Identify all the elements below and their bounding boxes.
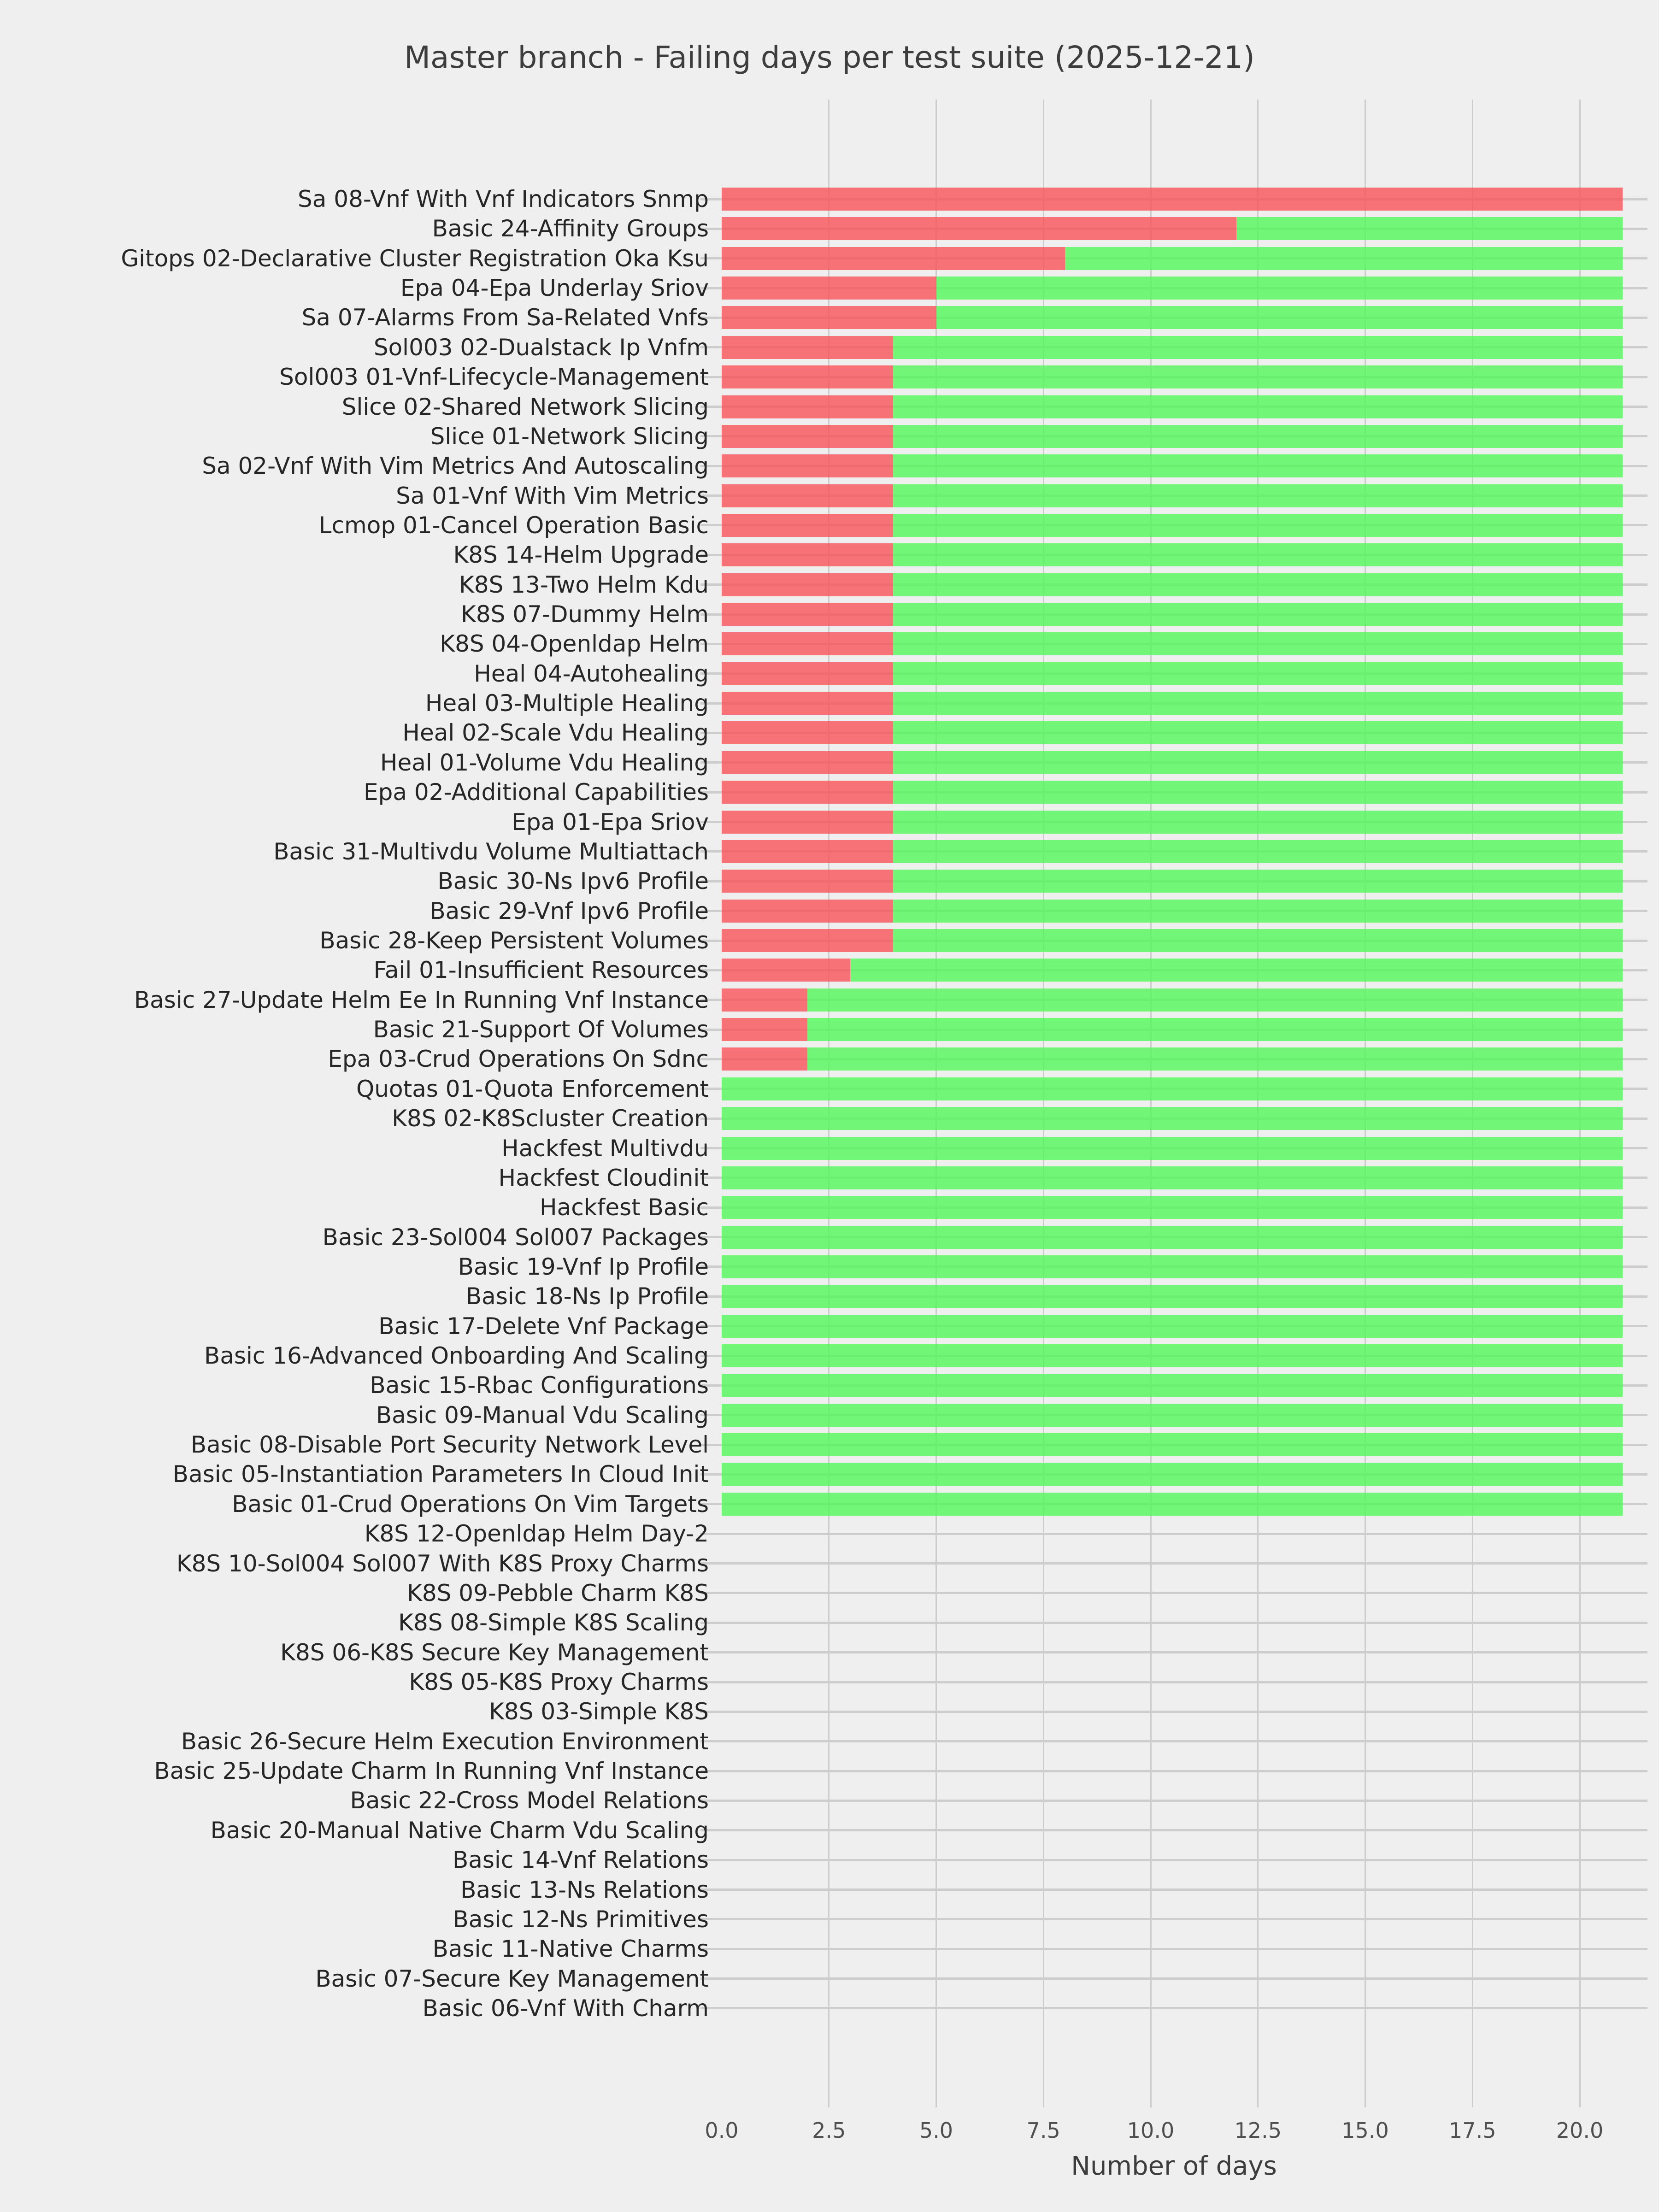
bar-passing-segment [850,959,1623,982]
bar-passing-segment [722,1166,1623,1189]
bar-failing-segment [722,811,893,834]
bar-passing-segment [936,306,1623,329]
category-label: Sa 02-Vnf With Vim Metrics And Autoscaling [202,453,709,480]
category-label: Fail 01-Insufficient Resources [373,957,709,984]
x-tick-label: 7.5 [1026,2118,1060,2143]
category-label: Basic 13-Ns Relations [460,1876,709,1903]
bar-failing-segment [722,247,1065,270]
bar-failing-segment [722,900,893,923]
bar-passing-segment [722,1226,1623,1249]
x-tick-label: 20.0 [1556,2118,1604,2143]
category-label: Basic 31-Multivdu Volume Multiattach [273,838,709,865]
x-tick-label: 5.0 [919,2118,953,2143]
bar-passing-segment [807,988,1623,1012]
category-label: Epa 04-Epa Underlay Sriov [400,275,709,302]
category-label: K8S 08-Simple K8S Scaling [398,1609,709,1636]
bar-failing-segment [722,276,936,300]
bar-passing-segment [722,1344,1623,1367]
bar-failing-segment [722,751,893,774]
category-label: Slice 02-Shared Network Slicing [341,393,709,420]
bar-failing-segment [722,306,936,329]
category-label: Heal 02-Scale Vdu Healing [402,719,709,747]
category-label: Basic 09-Manual Vdu Scaling [376,1401,709,1429]
category-label: Basic 20-Manual Native Charm Vdu Scaling [210,1817,709,1844]
bar-failing-segment [722,336,893,359]
bar-passing-segment [893,543,1623,566]
grid-hline [700,1888,1647,1891]
grid-hline [700,1740,1647,1742]
bar-failing-segment [722,365,893,388]
category-label: Sa 07-Alarms From Sa-Related Vnfs [301,304,709,331]
category-label: K8S 10-Sol004 Sol007 With K8S Proxy Charms [176,1550,709,1577]
grid-hline [700,1770,1647,1772]
bar-passing-segment [722,1285,1623,1308]
grid-hline [700,1651,1647,1653]
bar-passing-segment [722,1374,1623,1397]
category-label: Sol003 01-Vnf-Lifecycle-Management [279,364,709,391]
category-label: Heal 04-Autohealing [474,660,709,687]
category-label: Basic 22-Cross Model Relations [350,1787,709,1814]
category-label: Sol003 02-Dualstack Ip Vnfm [373,334,709,361]
bar-passing-segment [722,1107,1623,1130]
category-label: Basic 19-Vnf Ip Profile [458,1253,709,1280]
category-label: Basic 25-Update Charm In Running Vnf Instance [154,1758,709,1785]
bar-passing-segment [893,751,1623,774]
category-label: Quotas 01-Quota Enforcement [356,1075,709,1102]
bar-failing-segment [722,632,893,655]
grid-hline [700,1829,1647,1831]
category-label: Epa 02-Additional Capabilities [364,779,709,806]
grid-hline [700,1977,1647,1980]
bar-passing-segment [893,840,1623,863]
category-label: Hackfest Multivdu [501,1135,709,1162]
category-label: Basic 06-Vnf With Charm [422,1994,709,2022]
grid-hline [700,1681,1647,1683]
category-label: Sa 08-Vnf With Vnf Indicators Snmp [298,186,709,212]
category-label: Hackfest Basic [540,1194,709,1221]
bar-failing-segment [722,603,893,626]
x-tick-label: 0.0 [705,2118,739,2143]
x-axis-label: Number of days [1071,2151,1277,2181]
bar-passing-segment [807,1018,1623,1041]
bar-failing-segment [722,929,893,952]
category-label: Epa 03-Crud Operations On Sdnc [328,1046,709,1073]
bar-passing-segment [1065,247,1623,270]
category-label: Basic 05-Instantiation Parameters In Cloud Init [172,1461,709,1488]
category-label: Basic 12-Ns Primitives [453,1906,709,1933]
grid-hline [700,1918,1647,1920]
category-label: Slice 01-Network Slicing [430,423,709,450]
bar-passing-segment [893,336,1623,359]
bar-passing-segment [722,1137,1623,1160]
category-label: Hackfest Cloudinit [498,1164,709,1191]
bar-passing-segment [893,811,1623,834]
category-label: K8S 02-K8Scluster Creation [392,1105,709,1132]
bar-failing-segment [722,514,893,537]
category-label: Basic 08-Disable Port Security Network Level [190,1431,709,1459]
grid-hline [700,1711,1647,1713]
bar-passing-segment [893,721,1623,744]
bar-passing-segment [893,454,1623,477]
bar-passing-segment [893,870,1623,893]
category-label: K8S 14-Helm Upgrade [453,541,709,569]
category-label: Basic 15-Rbac Configurations [370,1372,709,1399]
category-label: Basic 21-Support Of Volumes [373,1016,709,1043]
grid-hline [700,1592,1647,1594]
bar-passing-segment [722,1493,1623,1516]
category-label: Basic 17-Delete Vnf Package [378,1312,709,1340]
bar-failing-segment [722,217,1236,240]
bar-passing-segment [936,276,1623,300]
bar-failing-segment [722,870,893,893]
category-label: Basic 18-Ns Ip Profile [465,1283,709,1310]
grid-hline [700,1562,1647,1565]
bar-passing-segment [893,900,1623,923]
bar-failing-segment [722,543,893,566]
category-label: Basic 01-Crud Operations On Vim Targets [232,1490,709,1518]
bar-passing-segment [893,425,1623,448]
bar-passing-segment [893,573,1623,596]
category-label: Sa 01-Vnf With Vim Metrics [396,482,709,509]
bar-failing-segment [722,781,893,804]
category-label: K8S 12-Openldap Helm Day-2 [364,1520,709,1547]
bar-passing-segment [722,1315,1623,1338]
bar-failing-segment [722,662,893,685]
bar-passing-segment [1236,217,1623,240]
bar-passing-segment [893,781,1623,804]
bar-failing-segment [722,959,850,982]
chart-title: Master branch - Failing days per test suite (2025-12-21) [404,40,1255,75]
bar-failing-segment [722,454,893,477]
bar-failing-segment [722,1018,807,1041]
category-label: K8S 09-Pebble Charm K8S [407,1579,709,1606]
category-label: Basic 26-Secure Helm Execution Environment [181,1728,709,1755]
bar-passing-segment [893,662,1623,685]
category-label: Basic 30-Ns Ipv6 Profile [437,868,709,895]
bar-passing-segment [722,1463,1623,1486]
bar-passing-segment [893,632,1623,655]
category-label: Basic 07-Secure Key Management [315,1965,709,1992]
bar-failing-segment [722,840,893,863]
category-label: K8S 06-K8S Secure Key Management [280,1639,709,1666]
bar-failing-segment [722,988,807,1012]
category-label: K8S 03-Simple K8S [489,1698,709,1725]
bar-passing-segment [893,603,1623,626]
x-tick-label: 2.5 [812,2118,846,2143]
bar-failing-segment [722,721,893,744]
bar-passing-segment [893,929,1623,952]
bar-passing-segment [893,692,1623,715]
grid-hline [700,1533,1647,1535]
category-label: K8S 07-Dummy Helm [461,601,709,628]
category-label: K8S 04-Openldap Helm [440,630,709,658]
category-label: Lcmop 01-Cancel Operation Basic [318,512,709,539]
bar-failing-segment [722,692,893,715]
bar-passing-segment [722,1433,1623,1456]
category-label: Basic 29-Vnf Ipv6 Profile [429,897,709,924]
bar-failing-segment [722,1047,807,1071]
grid-hline [700,1800,1647,1802]
grid-hline [700,1948,1647,1950]
bar-passing-segment [893,395,1623,418]
plot-area [700,100,1647,2107]
bar-passing-segment [807,1047,1623,1071]
category-label: Heal 03-Multiple Healing [425,690,709,717]
category-label: Basic 27-Update Helm Ee In Running Vnf Instance [134,986,709,1013]
category-label: Basic 11-Native Charms [432,1936,709,1963]
bar-passing-segment [893,514,1623,537]
category-label: Gitops 02-Declarative Cluster Registration Oka Ksu [121,245,709,272]
bar-passing-segment [722,1404,1623,1427]
bar-passing-segment [722,1196,1623,1219]
x-tick-label: 15.0 [1341,2118,1389,2143]
bar-passing-segment [722,1255,1623,1278]
bar-passing-segment [893,484,1623,507]
x-tick-label: 12.5 [1234,2118,1282,2143]
bar-failing-segment [722,484,893,507]
bar-failing-segment [722,395,893,418]
bar-failing-segment [722,573,893,596]
category-label: Epa 01-Epa Sriov [512,808,709,835]
x-tick-label: 17.5 [1449,2118,1496,2143]
category-label: Basic 14-Vnf Relations [452,1847,709,1874]
bar-passing-segment [722,1077,1623,1100]
grid-hline [700,1859,1647,1861]
category-label: K8S 05-K8S Proxy Charms [409,1669,709,1695]
bar-failing-segment [722,188,1623,211]
category-label: Heal 01-Volume Vdu Healing [380,749,709,776]
grid-hline [700,1622,1647,1624]
category-label: Basic 23-Sol004 Sol007 Packages [322,1224,709,1251]
category-label: K8S 13-Two Helm Kdu [459,571,709,598]
category-label: Basic 24-Affinity Groups [432,215,709,242]
x-tick-label: 10.0 [1127,2118,1175,2143]
category-label: Basic 16-Advanced Onboarding And Scaling [204,1342,709,1370]
bar-failing-segment [722,425,893,448]
category-label: Basic 28-Keep Persistent Volumes [319,927,709,954]
bar-passing-segment [893,365,1623,388]
grid-hline [700,2007,1647,2009]
